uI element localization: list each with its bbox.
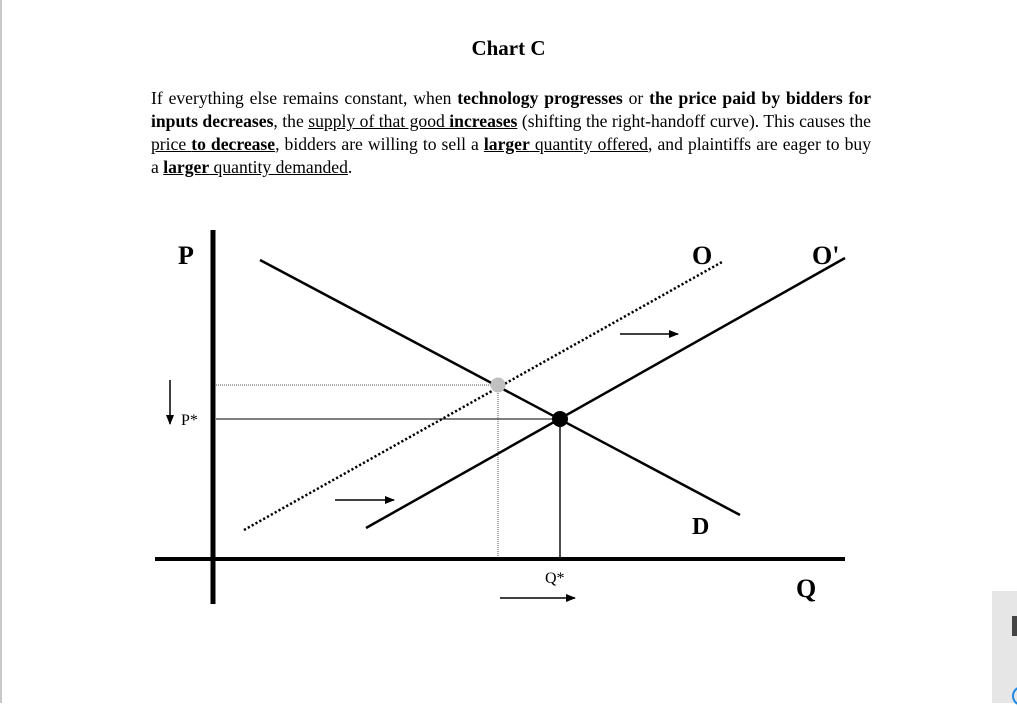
demand-label: D bbox=[692, 514, 710, 540]
paragraph-segment: , bidders are willing to sell a bbox=[275, 134, 484, 154]
paragraph-segment: increases bbox=[449, 111, 518, 131]
paragraph-segment: supply of that good bbox=[308, 111, 450, 131]
paragraph-segment: or bbox=[622, 88, 650, 108]
chart-title: Chart C bbox=[471, 36, 546, 60]
paragraph-segment: , and plaintiffs are eager to buy a bbox=[151, 134, 871, 177]
supply-new-label: O' bbox=[812, 241, 840, 270]
paragraph-segment: (shifting the right-handoff curve). This causes the bbox=[517, 111, 871, 131]
equilibrium-quantity-label: Q* bbox=[545, 570, 565, 587]
blue-circle-icon[interactable] bbox=[1012, 686, 1017, 706]
paragraph-segment: , the bbox=[273, 111, 309, 131]
paragraph-segment: price bbox=[151, 134, 192, 154]
paragraph-segment: quantity offered bbox=[529, 134, 649, 154]
paragraph-segment: technology progresses bbox=[457, 88, 623, 108]
supply-curve-new bbox=[366, 258, 845, 528]
paragraph-segment: quantity demanded bbox=[209, 157, 348, 177]
paragraph-segment: the price paid by bidders for inputs decreases bbox=[151, 88, 871, 131]
side-panel-edge[interactable] bbox=[992, 591, 1017, 703]
panel-handle-icon[interactable] bbox=[1012, 616, 1017, 636]
old-equilibrium-point bbox=[491, 378, 506, 393]
paragraph-segment: to decrease bbox=[191, 134, 276, 154]
new-equilibrium-point bbox=[552, 411, 568, 427]
paragraph-segment: . bbox=[347, 157, 353, 177]
paragraph-segment: larger bbox=[483, 134, 530, 154]
quantity-axis-label: Q bbox=[796, 574, 817, 603]
equilibrium-price-label: P* bbox=[181, 412, 198, 429]
supply-curve-old bbox=[244, 262, 722, 530]
price-axis-label: P bbox=[178, 241, 194, 270]
paragraph-segment: If everything else remains constant, when bbox=[151, 88, 458, 108]
paragraph-segment: larger bbox=[163, 157, 210, 177]
supply-old-label: O bbox=[692, 241, 713, 270]
